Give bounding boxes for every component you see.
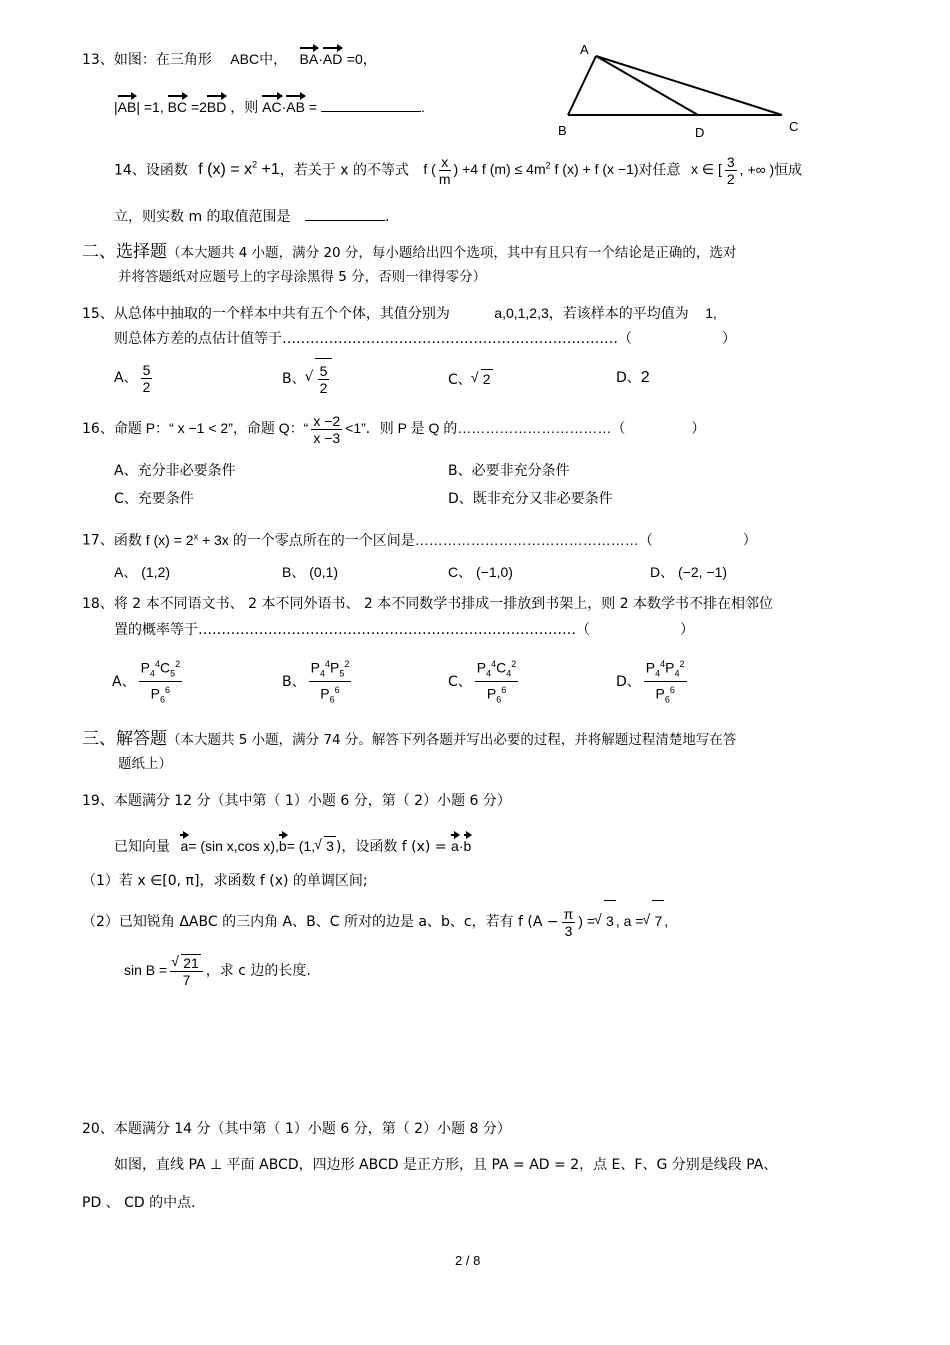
q18-option-d[interactable]: D、 $\frac{P_4^4P_4^2}{P_6^6}$ bbox=[616, 656, 690, 708]
q19-part2: （2）已知锐角 ΔABC 的三内角 A、B、C 所对的边是 a、b、c，若有 f (A − $\frac{\pi}{3}$ ) =√ 3 , a =√ 7 , bbox=[82, 900, 668, 942]
side-AB bbox=[568, 56, 596, 115]
label-D: D bbox=[695, 125, 705, 140]
label-C: C bbox=[789, 119, 799, 134]
q13-line1: 13、如图：在三角形 ABC中， BA·AD =0， bbox=[82, 51, 377, 68]
q19-given: 已知向量 a= (sin x,cos x),b= (1,√ 3 )，设函数 f (x) = a·b bbox=[114, 836, 471, 856]
q16-line1: 16、命题 P：“ x −1 < 2”，命题 Q：“ $\frac{x -2}{x -3}$ <1”．则 P 是 Q 的……………………………（ ） bbox=[82, 412, 706, 446]
page-number: 2 / 8 bbox=[455, 1253, 481, 1268]
q19-part1: （1）若 x ∈[0, π]，求函数 f (x) 的单调区间; bbox=[82, 873, 368, 889]
q16-option-d[interactable]: D、既非充分又非必要条件 bbox=[448, 491, 613, 507]
section-2-desc: 并将答题纸对应题号上的字母涂黑得 5 分，否则一律得零分） bbox=[118, 269, 487, 285]
triangle-figure bbox=[548, 38, 808, 142]
q17-line1: 17、函数 f $(x) = 2^x + 3x$ 的一个零点所在的一个区间是…………………………………………（ ） bbox=[82, 531, 757, 549]
q13-line2: |AB| =1, BC =2BD ，则 AC·AB = . bbox=[114, 99, 425, 116]
vector-AD: AD bbox=[322, 51, 343, 67]
q15-option-a[interactable]: A、 $\frac{5}{2}$ bbox=[114, 361, 151, 395]
segment-AD bbox=[596, 56, 698, 115]
q15-option-c[interactable]: C、√ 2 bbox=[448, 369, 493, 389]
q15-line2: 则总体方差的点估计值等于………………………………………………………………（ ） bbox=[114, 331, 736, 347]
q17-option-c[interactable]: C、 (−1,0) bbox=[448, 564, 513, 580]
q16-option-c[interactable]: C、充要条件 bbox=[114, 491, 194, 507]
q18-option-a[interactable]: A、 $\frac{P_4^4C_5^2}{P_6^6}$ bbox=[112, 656, 185, 708]
q20-head: 20、本题满分 14 分（其中第（ 1）小题 6 分，第（ 2）小题 8 分） bbox=[82, 1121, 511, 1137]
q19-sinB: sin B = √ $\frac{21}{7}$ ，求 c 边的长度. bbox=[124, 950, 311, 991]
q14-line1: 14、设函数 f $(x) = x^2 +1$，若关于 x 的不等式 f ( $\frac{x}{m}$ ) +4 f $(m) \le 4m^2$ f (x) + f (x −1)对任意 x ∈ [ $\frac{3}{2}$ , +∞ )恒成 bbox=[114, 153, 803, 187]
q17-option-b[interactable]: B、 (0,1) bbox=[282, 564, 339, 580]
q14-answer-blank[interactable] bbox=[305, 220, 385, 221]
label-B: B bbox=[558, 123, 567, 138]
side-AC bbox=[596, 56, 782, 115]
q16-option-b[interactable]: B、必要非充分条件 bbox=[448, 463, 570, 479]
q18-line2: 置的概率等于………………………………………………………………………（ ） bbox=[114, 622, 694, 638]
q15-line1: 15、从总体中抽取的一个样本中共有五个个体，其值分别为 a,0,1,2,3，若该样本的平均值为 1, bbox=[82, 305, 717, 322]
q17-option-d[interactable]: D、 (−2, −1) bbox=[650, 564, 728, 580]
section-3-header: 三、解答题（本大题共 5 小题，满分 74 分。解答下列各题并写出必要的过程，并将解题过程清楚地写在答 bbox=[82, 729, 737, 749]
q18-line1: 18、将 2 本不同语文书、 2 本不同外语书、 2 本不同数学书排成一排放到书架上，则 2 本数学书不排在相邻位 bbox=[82, 596, 774, 612]
q15-option-b[interactable]: B、 √ $\frac{5}{2}$ bbox=[282, 358, 332, 399]
q13-answer-blank[interactable] bbox=[321, 111, 421, 112]
q19-head: 19、本题满分 12 分（其中第（ 1）小题 6 分，第（ 2）小题 6 分） bbox=[82, 793, 511, 809]
q15-option-d[interactable]: D、2 bbox=[616, 369, 650, 386]
vector-BA: BA bbox=[299, 51, 319, 67]
q18-option-c[interactable]: C、 $\frac{P_4^4C_4^2}{P_6^6}$ bbox=[448, 656, 521, 708]
q14-line2: 立，则实数 m 的取值范围是 . bbox=[114, 209, 390, 225]
q18-option-b[interactable]: B、 $\frac{P_4^4P_5^2}{P_6^6}$ bbox=[282, 656, 354, 708]
label-A: A bbox=[580, 42, 589, 57]
q16-option-a[interactable]: A、充分非必要条件 bbox=[114, 463, 236, 479]
q17-option-a[interactable]: A、 (1,2) bbox=[114, 564, 171, 580]
section-2-header: 二、选择题（本大题共 4 小题，满分 20 分，每小题给出四个选项，其中有且只有一个结论是正确的，选对 bbox=[82, 242, 737, 262]
q20-line1: 如图，直线 PA ⊥ 平面 ABCD，四边形 ABCD 是正方形，且 PA = AD = 2，点 E、F、G 分别是线段 PA、 bbox=[114, 1157, 778, 1173]
q20-line2: PD 、 CD 的中点. bbox=[82, 1195, 196, 1211]
section-3-desc: 题纸上） bbox=[118, 756, 172, 772]
